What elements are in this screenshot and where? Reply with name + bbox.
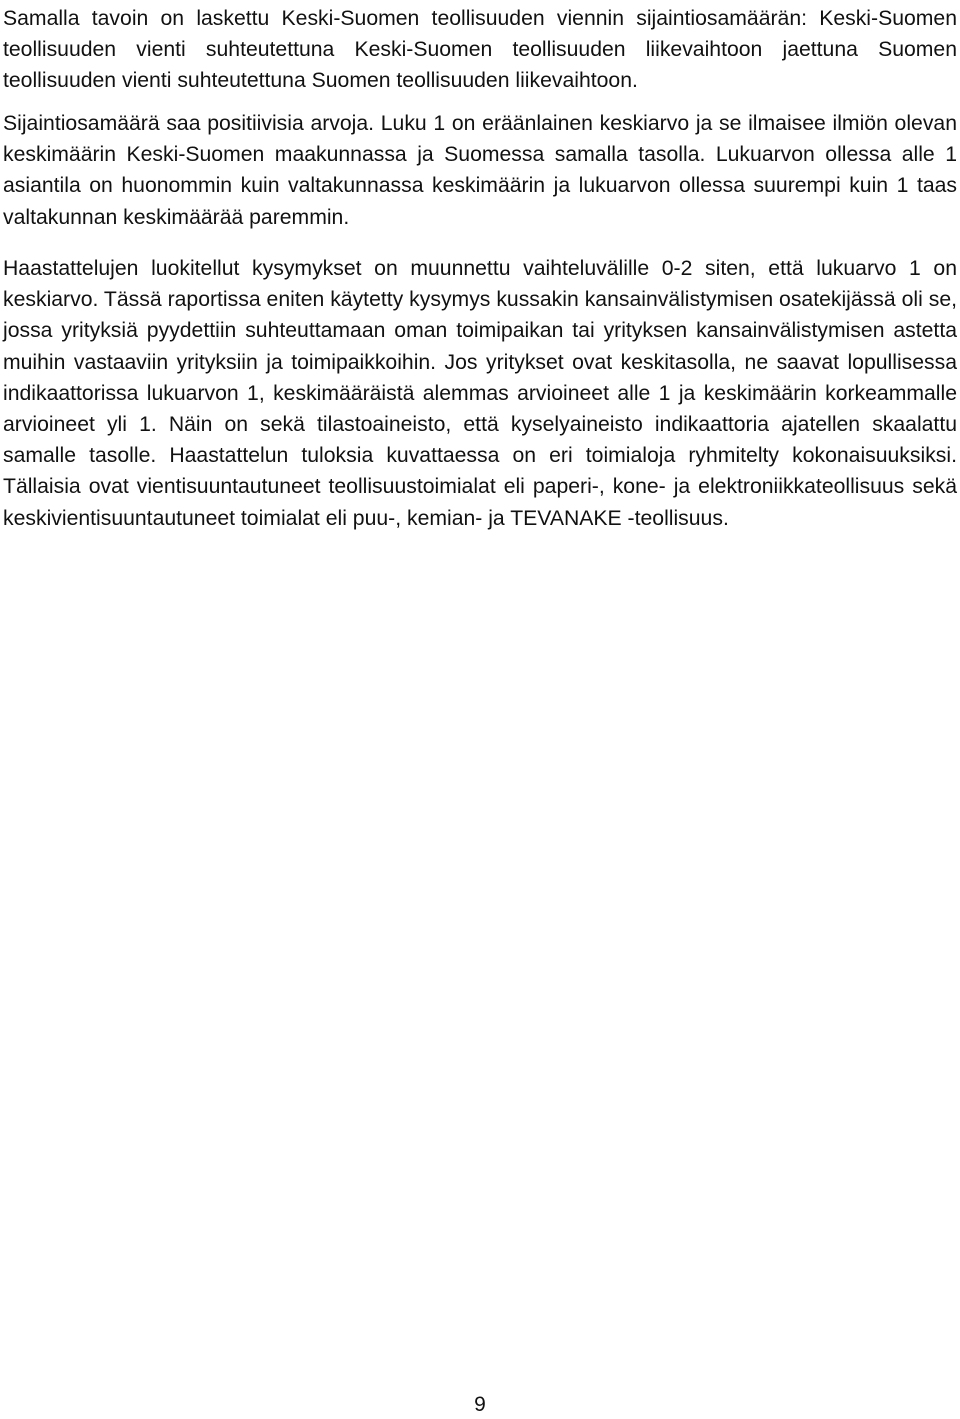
paragraph-interview-scaling: Haastattelujen luokitellut kysymykset on muunnettu vaihteluvälille 0-2 siten, että lukuarvo 1 on keskiarvo. Tässä raportissa eniten käytetty kysymys kussakin kansainvälistymisen osatekijässä oli se, jossa yrityksiä pyydettiin suhteuttamaan oman toimipaikan tai yrityksen kansainvälistymisen astetta muihin vastaaviin yrityksiin ja toimipaikkoihin. Jos yritykset ovat keskitasolla, ne saavat lopullisessa indikaattorissa lukuarvon 1, keskimääräistä alemmas arvioineet alle 1 ja keskimäärin korkeammalle arvioineet yli 1. Näin on sekä tilastoaineisto, että kyselyaineisto indikaattoria ajatellen skaalattu samalle tasolle. Haastattelun tuloksia kuvattaessa on eri toimialoja ryhmitelty kokonaisuuksiksi. Tällaisia ovat vientisuuntautuneet teollisuustoimialat eli paperi-, kone- ja elektroniikkateollisuus sekä keskivientisuuntautuneet toimialat eli puu-, kemian- ja TEVANAKE -teollisuus. [3, 257, 957, 530]
paragraph-location-quotient-definition: Samalla tavoin on laskettu Keski-Suomen teollisuuden viennin sijaintiosamäärän: Keski-Suomen teollisuuden vienti suhteutettuna Keski-Suomen teollisuuden liikevaihtoon jaettuna Suomen teollisuuden vienti suhteutettuna Suomen teollisuuden liikevaihtoon. [3, 7, 957, 93]
paragraph-location-quotient-values: Sijaintiosamäärä saa positiivisia arvoja. Luku 1 on eräänlainen keskiarvo ja se ilmaisee ilmiön olevan keskimäärin Keski-Suomen maakunnassa ja Suomessa samalla tasolla. Lukuarvon ollessa alle 1 asiantila on huonommin kuin valtakunnassa keskimäärin ja lukuarvon ollessa suurempi kuin 1 taas valtakunnan keskimäärää paremmin. [3, 112, 957, 229]
page-number: 9 [474, 1393, 486, 1416]
